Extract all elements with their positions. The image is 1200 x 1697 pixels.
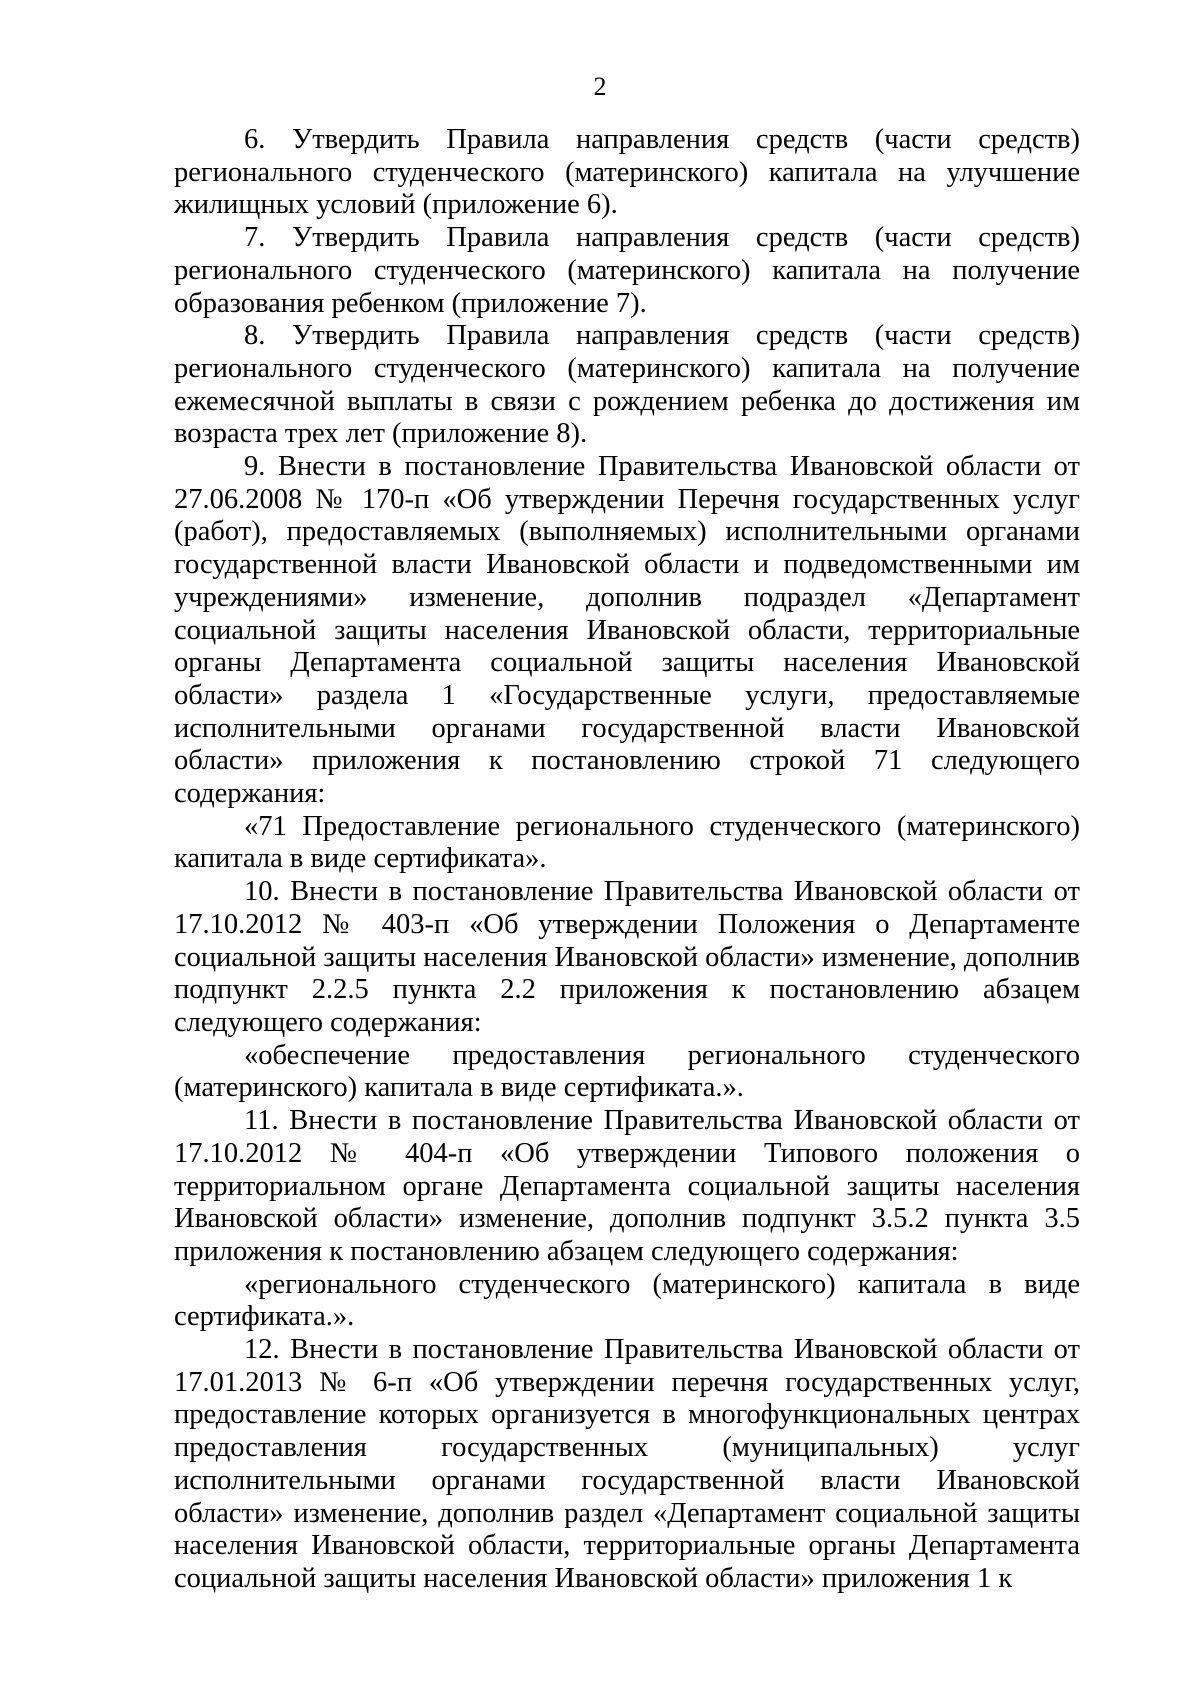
paragraph-item-12: 12. Внести в постановление Правительства Ивановской области от 17.01.2013 № 6-п «Об утверждении перечня государственных услуг, предоставление которых организуется в многофункциональных центрах предоставления государственных (муниципальных) услуг исполнительными органами государственной власти Ивановской области» изменение, дополнив раздел «Департамент социальной защиты населения Ивановской области, территориальные органы Департамента социальной защиты населения Ивановской области» приложения 1 к	[174, 1334, 1080, 1594]
paragraph-item-10: 10. Внести в постановление Правительства Ивановской области от 17.10.2012 № 403-п «Об утверждении Положения о Департаменте социальной защиты населения Ивановской области» изменение, дополнив подпункт 2.2.5 пункта 2.2 приложения к постановлению абзацем следующего содержания:	[174, 876, 1080, 1038]
page-number: 2	[593, 72, 607, 101]
document-body	[174, 124, 1080, 1596]
quoted-row-71: «71 Предоставление регионального студенческого (материнского) капитала в виде сертификата».	[174, 810, 1080, 875]
quoted-abzac-11: «регионального студенческого (материнского) капитала в виде сертификата.».	[174, 1268, 1080, 1333]
paragraph-item-6: 6. Утвердить Правила направления средств (части средств) регионального студенческого (материнского) капитала на улучшение жилищных условий (приложение 6).	[174, 124, 1080, 221]
paragraph-item-8: 8. Утвердить Правила направления средств (части средств) регионального студенческого (материнского) капитала на получение ежемесячной выплаты в связи с рождением ребенка до достижения им возраста трех лет (приложение 8).	[174, 320, 1080, 450]
paragraph-item-9: 9. Внести в постановление Правительства Ивановской области от 27.06.2008 № 170-п «Об утверждении Перечня государственных услуг (работ), предоставляемых (выполняемых) исполнительными органами государственной власти Ивановской области и подведомственными им учреждениями» изменение, дополнив подраздел «Департамент социальной защиты населения Ивановской области, территориальные органы Департамента социальной защиты населения Ивановской области» раздела 1 «Государственные услуги, предоставляемые исполнительными органами государственной власти Ивановской области» приложения к постановлению строкой 71 следующего содержания:	[174, 451, 1080, 810]
paragraph-item-11: 11. Внести в постановление Правительства Ивановской области от 17.10.2012 № 404-п «Об утверждении Типового положения о территориальном органе Департамента социальной защиты населения Ивановской области» изменение, дополнив подпункт 3.5.2 пункта 3.5 приложения к постановлению абзацем следующего содержания:	[174, 1105, 1080, 1267]
quoted-abzac-10: «обеспечение предоставления регионального студенческого (материнского) капитала в виде сертификата.».	[174, 1039, 1080, 1104]
paragraph-item-7: 7. Утвердить Правила направления средств (части средств) регионального студенческого (материнского) капитала на получение образования ребенком (приложение 7).	[174, 222, 1080, 319]
